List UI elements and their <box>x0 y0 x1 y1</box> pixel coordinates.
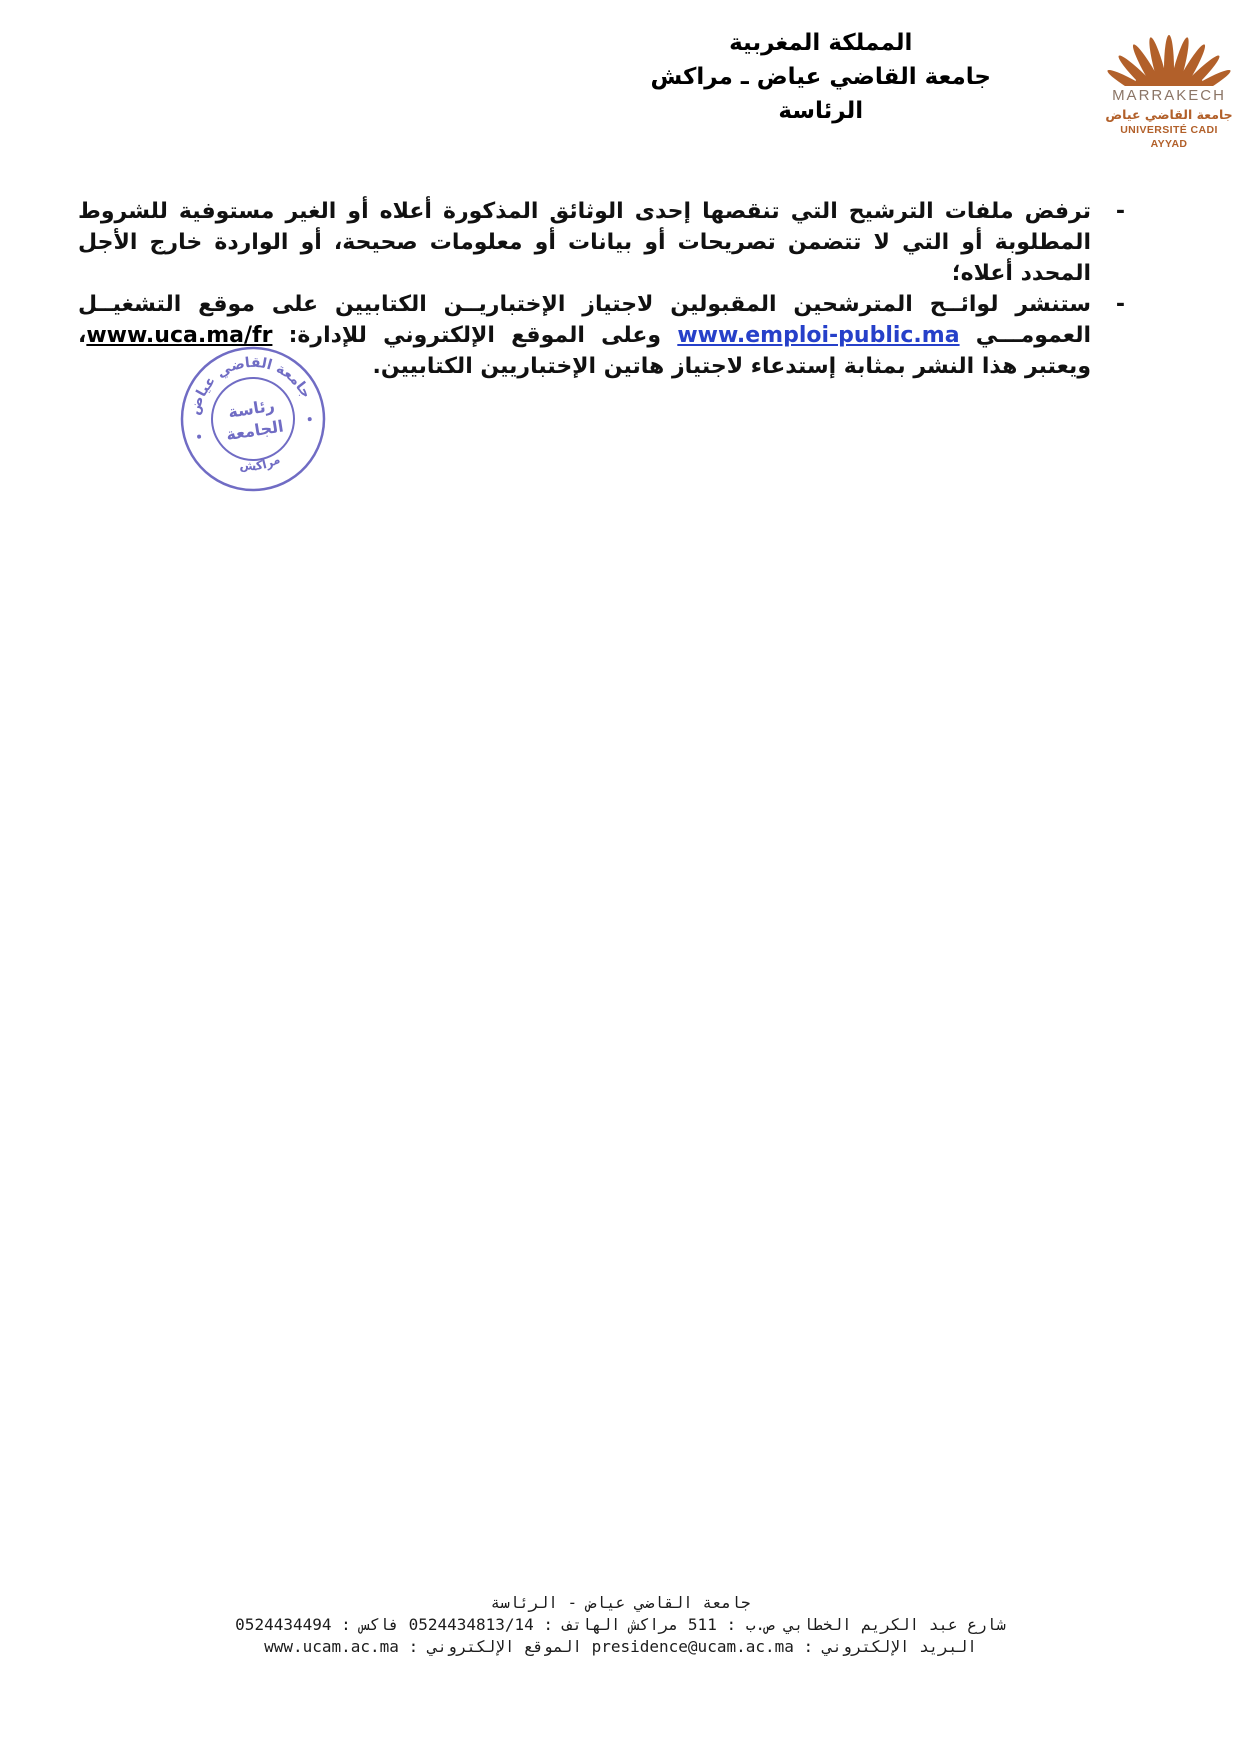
stamp-ring-top-text: جامعة القاضي عياض <box>186 354 315 417</box>
kingdom-title: المملكة المغربية <box>729 30 913 56</box>
stamp-center-line2: الجامعة <box>224 416 285 445</box>
footer-address-line: شارع عبد الكريم الخطابي ص.ب : 511 مراكش الهاتف : 0524434813/14 فاكس : 0524434494 <box>235 1615 1006 1634</box>
publication-text-part3: ، ويعتبر هذا النشر بمثابة إستدعاء لاجتياز هاتين الإختباريين الكتابيين. <box>78 323 1091 379</box>
bullet-dash: - <box>1115 199 1125 224</box>
footer-email-address: presidence@ucam.ac.ma <box>591 1637 794 1656</box>
bullet-rejection-clause <box>78 196 1125 289</box>
svg-text:مراكش <box>237 451 283 476</box>
university-logo <box>1103 14 1235 151</box>
letterhead-titles <box>651 26 991 128</box>
publication-text-part2: وعلى الموقع الإلكتروني للإدارة: <box>272 323 678 348</box>
logo-name-arabic: جامعة القاضي عياض <box>1105 107 1233 122</box>
footer <box>0 1592 1241 1658</box>
footer-org-line: جامعة القاضي عياض - الرئاسة <box>490 1593 751 1612</box>
stamp-center-line1: رئاسة <box>226 395 276 422</box>
presidency-title: الرئاسة <box>778 98 864 124</box>
stamp-ring-bottom-text: مراكش <box>239 451 283 474</box>
publication-text-part1: ستنشر لوائــح المترشحين المقبولين لاجتياز الإختباريــن الكتابيين على موقع التشغيــل العمومـــي <box>78 292 1091 348</box>
university-title: جامعة القاضي عياض ـ مراكش <box>650 64 991 90</box>
emploi-public-link[interactable]: www.emploi-public.ma <box>677 323 960 348</box>
footer-site-url: www.ucam.ac.ma <box>264 1637 399 1656</box>
footer-contact-line <box>0 1636 1241 1658</box>
bullet-dash: - <box>1115 292 1125 317</box>
logo-city-label: MARRAKECH <box>1103 86 1235 106</box>
uca-website-link[interactable]: www.uca.ma/fr <box>86 323 273 348</box>
stamp-seal-icon <box>167 333 339 505</box>
university-stamp <box>167 333 339 505</box>
footer-email-label: البريد الإلكتروني : <box>803 1637 977 1656</box>
footer-site-label: الموقع الإلكتروني : <box>408 1637 582 1656</box>
rejection-clause-text: ترفض ملفات الترشيح التي تنقصها إحدى الوثائق المذكورة أعلاه أو الغير مستوفية للشروط المطلوبة أو التي لا تتضمن تصريحات أو بيانات أو معلومات صحيحة، أو الواردة خارج الأجل المحدد أعلاه؛ <box>78 199 1091 286</box>
logo-name-french: UNIVERSITÉ CADI AYYAD <box>1120 124 1218 150</box>
